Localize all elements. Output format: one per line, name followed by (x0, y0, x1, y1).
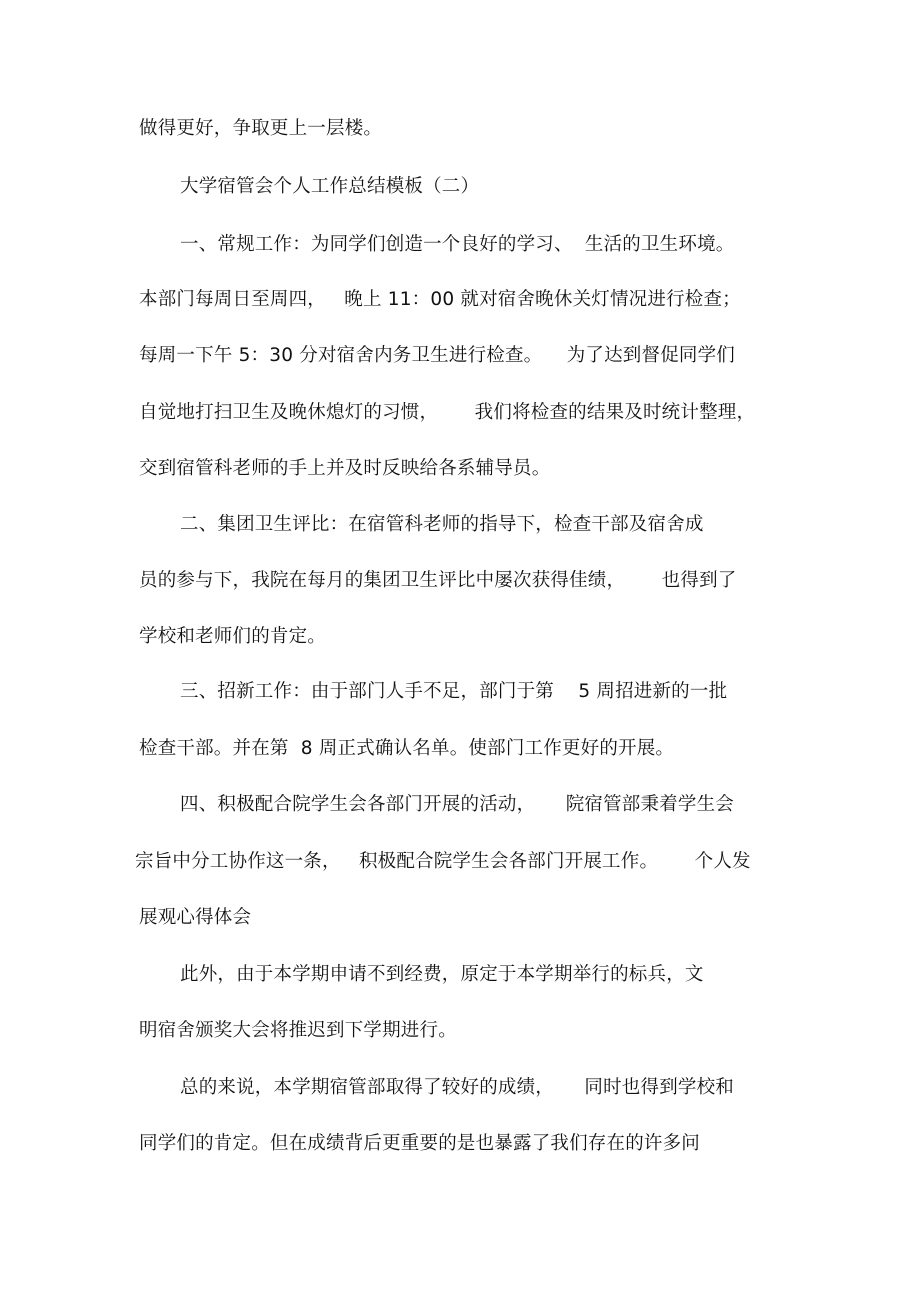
text-line: 交到宿管科老师的手上并及时反映给各系辅导员。 (139, 458, 551, 479)
text-line: 一、常规工作：为同学们创造一个良好的学习、 生活的卫生环境。 (180, 234, 735, 255)
text-line: 本部门每周日至周四， 晚上 11：00 就对宿舍晚休关灯情况进行检查； (139, 289, 741, 310)
text-line: 自觉地打扫卫生及晚休熄灯的习惯， 我们将检查的结果及时统计整理， (139, 402, 756, 423)
text-line: 同学们的肯定。但在成绩背后更重要的是也暴露了我们存在的许多问 (139, 1133, 701, 1154)
text-line: 员的参与下，我院在每月的集团卫生评比中屡次获得佳绩， 也得到了 (139, 570, 737, 591)
text-line: 此外，由于本学期申请不到经费，原定于本学期举行的标兵，文 (180, 964, 704, 985)
text-line: 展观心得体会 (139, 907, 252, 928)
text-line: 学校和老师们的肯定。 (139, 626, 327, 647)
text-line: 做得更好，争取更上一层楼。 (139, 118, 383, 139)
text-line: 明宿舍颁奖大会将推迟到下学期进行。 (139, 1020, 457, 1041)
text-line: 宗旨中分工协作这一条， 积极配合院学生会各部门开展工作。 个人发 (135, 851, 751, 872)
text-line: 总的来说，本学期宿管部取得了较好的成绩， 同时也得到学校和 (180, 1077, 735, 1098)
text-line: 三、招新工作：由于部门人手不足，部门于第 5 周招进新的一批 (180, 681, 728, 702)
text-line: 四、积极配合院学生会各部门开展的活动， 院宿管部秉着学生会 (180, 794, 735, 815)
text-line: 检查干部。并在第 8 周正式确认名单。使部门工作更好的开展。 (139, 738, 675, 759)
section-title: 大学宿管会个人工作总结模板（二） (180, 176, 480, 197)
text-line: 二、集团卫生评比：在宿管科老师的指导下，检查干部及宿舍成 (180, 514, 704, 535)
text-line: 每周一下午 5：30 分对宿舍内务卫生进行检查。 为了达到督促同学们 (139, 345, 735, 366)
